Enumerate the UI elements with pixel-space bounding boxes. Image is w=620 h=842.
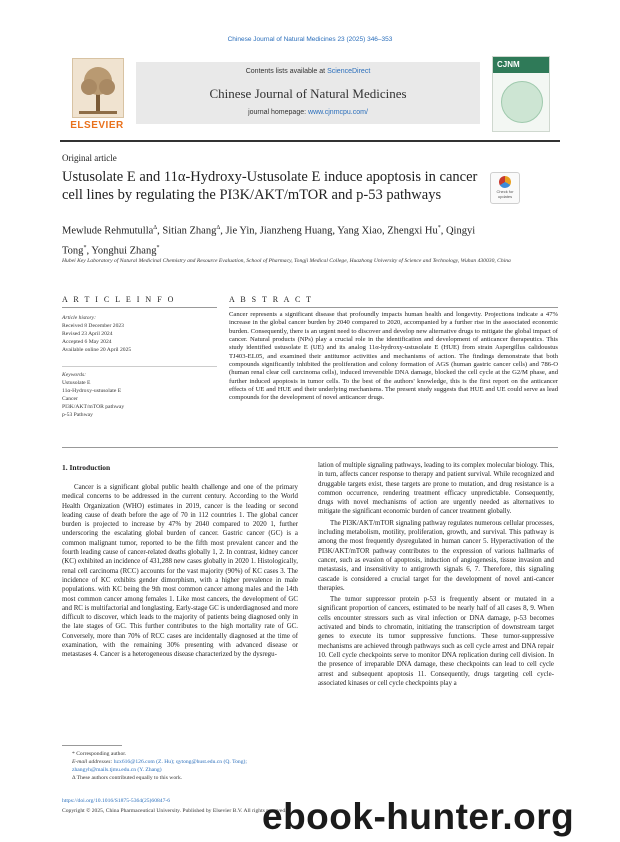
paragraph: The tumor suppressor protein p-53 is frequently absent or mutated in a significant proportion of cancers, estimated to be nearly half of all cases 8, 9. When cells encounter stressors such as viral infection or DNA damage, p-53 becomes activated and binds to chromatin, initiating the transcription of downstream target genes to execute its tumor suppressive functions. These tumor-suppressive mechanisms are achieved through pathways such as cell cycle arrest and DNA repair 10. Cell cycle checkpoints serve to monitor DNA replication during cell division. In the presence of irreparable DNA damage, these checkpoints can lead to cell cycle arrest and subsequent apoptosis 11. Consequently, drugs targeting cell cycle-associated kinases or cell cycle checkpoints play a — [318, 596, 554, 687]
author-mark: Δ — [153, 225, 158, 231]
footnotes — [62, 750, 298, 782]
cover-art — [501, 81, 543, 123]
author-name: Zhengxi Hu — [387, 225, 438, 237]
elsevier-logo — [62, 58, 130, 134]
keyword-item: p-53 Pathway — [62, 412, 93, 418]
info-divider — [62, 366, 217, 367]
equal-contribution-note: Δ These authors contributed equally to this work. — [72, 775, 183, 781]
introduction-heading: 1. Introduction — [62, 463, 111, 472]
watermark: ebook-hunter.org — [262, 796, 575, 837]
journal-masthead — [60, 56, 560, 136]
author-mark: Δ — [216, 225, 221, 231]
journal-title: Chinese Journal of Natural Medicines — [209, 86, 407, 101]
abstract-rule — [229, 307, 558, 308]
author-mark: * — [83, 244, 87, 251]
masthead-box — [136, 62, 480, 124]
journal-cover-image — [492, 56, 550, 132]
homepage-line — [136, 109, 480, 116]
check-updates-label: Check for updates — [496, 189, 514, 199]
homepage-link[interactable]: www.cjnmcpu.com/ — [308, 109, 368, 116]
history-item: Revised 23 April 2024 — [62, 331, 113, 337]
abstract-text: Cancer represents a significant disease that profoundly impacts human health and longevity. Projections indicate a 47% increase in the global cancer burden by 2040 compared to 2020, accompanied by a further rise in the associated economic burden. Consequently, there is an urgent need to discover and develop new alternative drugs to mitigate the global impact of cancer. Natural products (NPs) play a crucial role in the identification and development of anticancer therapeutics. This study identified ustusolate E (UE) and its analog 11α-hydroxy-ustusolate E (HUE) from strain Aspergillus calidoustus TJ403-EL05, and examined their antitumor activities and mechanisms of action. The findings demonstrate that both compounds significantly inhibited the proliferation and colony formation of AGS (human gastric cancer cells) and 786-O (human renal clear cell carcinoma cells), induced irreversible DNA damage, blocked the cell cycle at the G2/M phase, and further induced apoptosis in tumor cells. To the best of the authors' knowledge, this is the first report on the anticancer effects of UE and HUE and their underlying mechanisms. The present study suggests that HUE and UE could serve as lead compounds for the development of novel anticancer drugs. — [229, 311, 558, 402]
keyword-item: Cancer — [62, 396, 78, 402]
abstract-bottom-rule — [62, 447, 558, 448]
keywords — [62, 371, 217, 419]
journal-reference[interactable]: Chinese Journal of Natural Medicines 23 (2025) 346–353 — [227, 36, 393, 43]
history-item: Received 8 December 2023 — [62, 323, 124, 329]
keyword-item: Ustusolate E — [62, 380, 91, 386]
email-note — [62, 758, 298, 774]
author-name: Qingyi Tong — [62, 225, 476, 256]
affiliation: Hubei Key Laboratory of Natural Medicinal Chemistry and Resource Evaluation, School of Pharmacy, Tongji Medical College, Huazhong University of Science and Technology, Wuhan 430030, China — [62, 258, 511, 264]
emails-label: E-mail addresses: — [72, 759, 113, 765]
author-mark: * — [437, 225, 441, 231]
left-column — [62, 483, 298, 745]
info-rule — [62, 307, 217, 308]
author-name: Jie Yin — [225, 225, 255, 237]
author-name: Jianzheng Huang — [259, 225, 333, 237]
article-history — [62, 314, 217, 354]
footnote-rule — [62, 745, 122, 746]
paragraph: Cancer is a significant global public health challenge and one of the primary medical concerns to be addressed in the current century. According to the World Health Organization (WHO) estimates in 2019, cancer is the leading or second leading cause of death before the age of 70 in 112 countries 1. The global cancer burden is projected to increase by 47% by 2040 compared to 2020 1, further underscoring the escalating global burden of cancer. Gastric cancer (GC) is a common malignant tumor, reported to be the fifth most prevalent cancer and the fourth leading cause of cancer-related deaths globally 1, 2. In contrast, kidney cancer (KC) exhibited an incidence of 431,288 new cases globally in 2020 1. Histologically, renal cell carcinoma (RCC) accounts for the vast majority (90%) of KC cases 3. The incidence of KC exhibits gender dimorphism, with a higher prevalence in male populations. with KC being the 9th most common cancer among males and the 14th most common cancer among females 1. Like most cancers, the development of GC and RC is multifactorial and longlasting. Early-stage GC is underdiagnosed and more difficult to discover, which leads to the majority of patients being diagnosed only in the late stages of GC. This further contributes to the high mortality rate of GC. Conversely, more than 70% of RCC cases are incidentally diagnosed at the time of examination, with the remaining 30% presenting with advanced disease or metastases 4. Cancer is a heterogeneous disease characterized by the dysregu- — [62, 484, 298, 659]
paragraph: The PI3K/AKT/mTOR signaling pathway regulates numerous cellular processes, including metabolism, motility, proliferation, growth, and survival. This pathway is among the most frequently dysregulated in human cancer 5. Hyperactivation of the PI3K/AKT/mTOR pathway contributes to the expression of various hallmarks of cancer, such as evasion of apoptosis, induction of angiogenesis, tissue invasion and metastasis, and insensitivity to antigrowth signals 6, 7. Therefore, this signaling cascade is considered a crucial target for the development of novel anti-cancer therapies. — [318, 519, 554, 592]
keyword-item: 11α-Hydroxy-ustusolate E — [62, 388, 122, 394]
cover-title: CJNM — [497, 60, 520, 69]
check-updates-icon — [499, 176, 511, 188]
homepage-prefix: journal homepage: — [248, 109, 307, 116]
doi-link[interactable]: https://doi.org/10.1016/S1875-5364(25)60847-6 — [62, 798, 171, 804]
author-name: Yonghui Zhang — [91, 245, 157, 256]
abstract-heading: A B S T R A C T — [229, 295, 314, 304]
author-name: Sitian Zhang — [162, 225, 217, 237]
history-item: Available online 20 April 2025 — [62, 347, 132, 353]
right-column — [318, 461, 554, 837]
check-for-updates-button[interactable] — [490, 172, 520, 204]
masthead-rule — [60, 140, 560, 142]
author-name: Mewlude Rehmutulla — [62, 225, 154, 237]
email-links[interactable]: hzx616@126.com (Z. Hu); qytong@hust.edu.cn (Q. Tong); zhangyh@mails.tjmu.edu.cn (Y. Zhang) — [72, 759, 247, 773]
keyword-item: PI3K/AKT/mTOR pathway — [62, 404, 125, 410]
author-mark: * — [156, 244, 160, 251]
author-name: Yang Xiao — [337, 225, 382, 237]
paragraph: lation of multiple signaling pathways, leading to its complex molecular biology. This, in turn, affects cancer response to therapy and patient survival. While recognized and druggable targets exist, these targets are prone to mutation, and drug resistance is a common occurrence, rendering treatment efficacy unpredictable. Consequently, drugs with novel mechanisms of action are urgently needed as alternatives to mitigate the significant economic burden of cancer treatment globally. — [318, 462, 554, 516]
article-type: Original article — [62, 153, 117, 163]
contents-prefix: Contents lists available at — [245, 68, 326, 75]
corresponding-note: * Corresponding author. — [72, 751, 127, 757]
article-info-heading: A R T I C L E I N F O — [62, 295, 176, 304]
sciencedirect-link[interactable]: ScienceDirect — [327, 68, 371, 75]
copyright: Copyright © 2025, China Pharmaceutical University. Published by Elsevier B.V. All rights reserved. — [62, 808, 287, 814]
history-label: Article history: — [62, 315, 97, 321]
keywords-label: Keywords: — [62, 372, 87, 378]
article-title: Ustusolate E and 11α-Hydroxy-Ustusolate E induce apoptosis in cancer cell lines by regulating the PI3K/AKT/mTOR and p-53 pathways — [62, 169, 478, 203]
author-list: Mewlude Rehmutulla$^\Delta$, Sitian Zhang$^\Delta$, Jie Yin, Jianzheng Huang, Yang Xiao, Zhengxi Hu*, Qingyi Tong*, Yonghui Zhang* — [62, 225, 476, 256]
elsevier-tree-icon — [72, 58, 124, 118]
history-item: Accepted 6 May 2024 — [62, 339, 112, 345]
publisher-name: ELSEVIER — [70, 120, 124, 131]
contents-line — [136, 68, 480, 75]
